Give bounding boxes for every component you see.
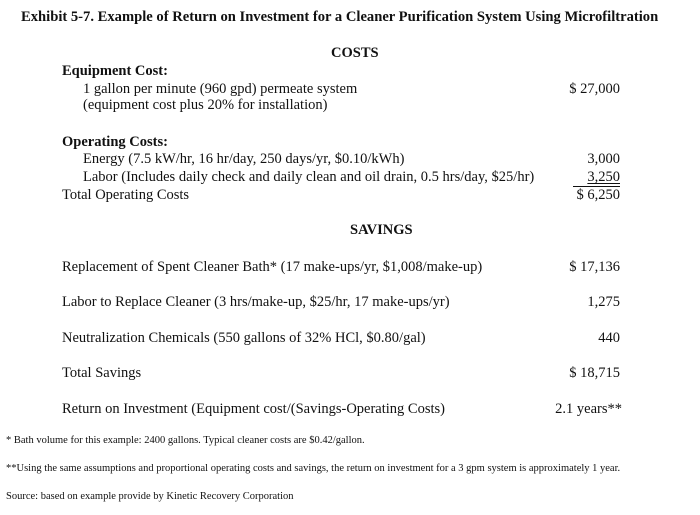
energy-amount: 3,000 bbox=[587, 151, 620, 167]
savings-row-amount: $ 17,136 bbox=[569, 259, 620, 275]
labor-label: Labor (Includes daily check and daily clean and oil drain, 0.5 hrs/day, $25/hr) bbox=[83, 169, 535, 185]
roi-label: Return on Investment (Equipment cost/(Savings-Operating Costs) bbox=[62, 401, 445, 417]
savings-row-label: Labor to Replace Cleaner (3 hrs/make-up, $25/hr, 17 make-ups/yr) bbox=[62, 294, 450, 310]
equipment-line-1: 1 gallon per minute (960 gpd) permeate system bbox=[83, 81, 358, 97]
roi-amount: 2.1 years** bbox=[555, 401, 622, 417]
equipment-line-2: (equipment cost plus 20% for installation) bbox=[83, 97, 328, 113]
equipment-amount: $ 27,000 bbox=[569, 81, 620, 97]
equipment-cost-label: Equipment Cost: bbox=[62, 63, 168, 79]
exhibit-title: Exhibit 5-7. Example of Return on Investment for a Cleaner Purification System Using Microfiltration bbox=[21, 9, 659, 25]
total-savings-label: Total Savings bbox=[62, 365, 142, 381]
labor-amount: 3,250 bbox=[587, 169, 620, 185]
total-savings-amount: $ 18,715 bbox=[569, 365, 620, 381]
operating-costs-label: Operating Costs: bbox=[62, 134, 168, 150]
footnote-3gpm: **Using the same assumptions and proportional operating costs and savings, the return on investment for a 3 gpm system is approximately 1 year. bbox=[6, 463, 621, 474]
savings-row-label: Replacement of Spent Cleaner Bath* (17 make-ups/yr, $1,008/make-up) bbox=[62, 259, 483, 275]
footnote-bath-volume: * Bath volume for this example: 2400 gallons. Typical cleaner costs are $0.42/gallon. bbox=[6, 435, 365, 446]
total-operating-amount: $ 6,250 bbox=[576, 187, 620, 203]
source-note: Source: based on example provide by Kinetic Recovery Corporation bbox=[6, 491, 294, 502]
costs-heading: COSTS bbox=[331, 45, 379, 61]
savings-heading: SAVINGS bbox=[350, 222, 413, 238]
energy-label: Energy (7.5 kW/hr, 16 hr/day, 250 days/yr, $0.10/kWh) bbox=[83, 151, 405, 167]
savings-row-label: Neutralization Chemicals (550 gallons of 32% HCl, $0.80/gal) bbox=[62, 330, 426, 346]
subtotal-rule bbox=[573, 186, 620, 187]
total-operating-label: Total Operating Costs bbox=[62, 187, 190, 203]
savings-row-amount: 1,275 bbox=[587, 294, 620, 310]
savings-row-amount: 440 bbox=[598, 330, 620, 346]
